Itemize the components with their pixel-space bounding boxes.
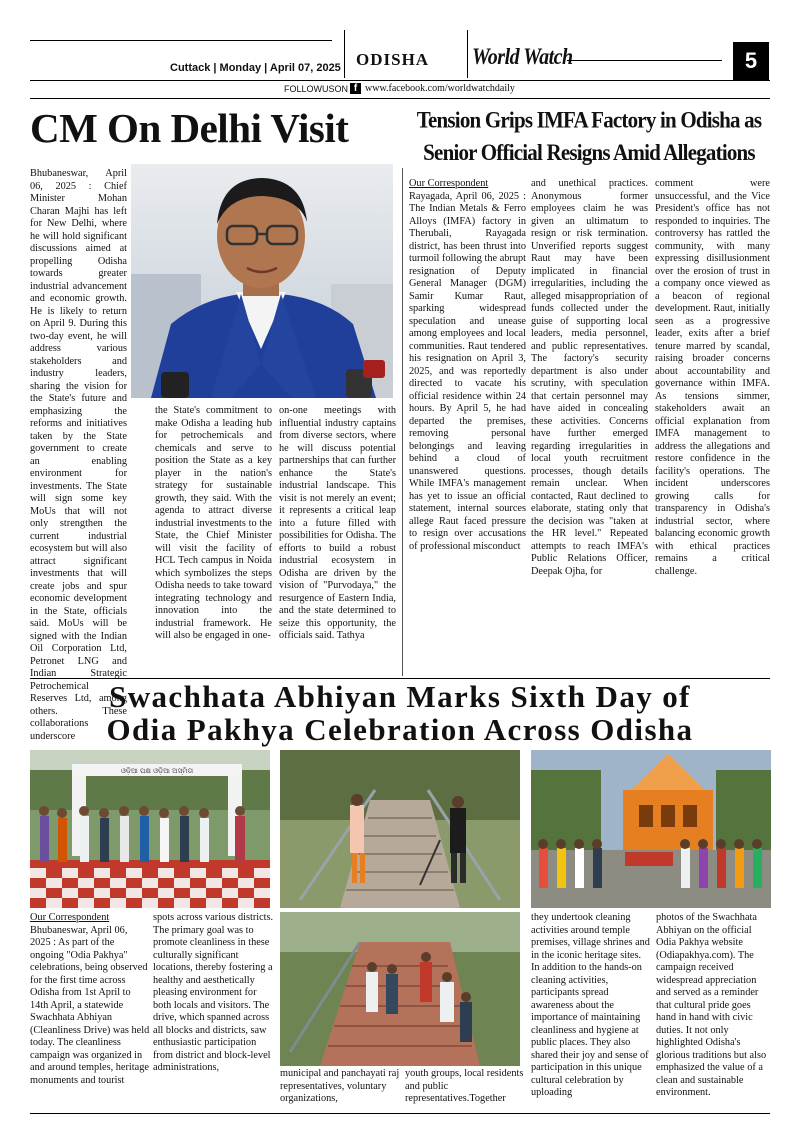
cm-headline: CM On Delhi Visit xyxy=(30,105,349,151)
swachhata-headline xyxy=(30,680,770,746)
swachhata-column-4 xyxy=(405,1068,525,1112)
imfa-article-column-3 xyxy=(655,178,770,674)
cm-article-column-3 xyxy=(279,405,396,678)
swachhata-headline-line-1: Swachhata Abhiyan Marks Sixth Day of xyxy=(109,679,691,714)
masthead-rule-bottom xyxy=(30,80,770,81)
masthead-divider xyxy=(467,30,468,78)
swachhata-byline: Our Correspondent xyxy=(30,912,110,923)
newspaper-logo: World Watch xyxy=(472,44,573,70)
edition-date-line: Cuttack | Monday | April 07, 2025 xyxy=(170,62,341,74)
imfa-article-text: comment were unsuccessful, and the Vice President's office has not responded to inquiries. The controversy has rattled the community, with many expressing disillusionment over the erosion of trust in a company once viewed as a beacon of regional development. Raut, initially seen as a progressive leader, exits after a brief tenure marred by scandal, raising broader concerns about accountability and governance within IMFA. As tensions simmer, stakeholders await an official explanation from IMFA management to address the allegations and restore confidence in the facility's operations. The incident underscores growing calls for transparency in Odisha's industrial sector, where balancing economic growth with ethical practices remains a critical challenge. xyxy=(655,178,770,577)
cm-photo xyxy=(131,164,393,398)
page-number: 5 xyxy=(733,42,769,80)
hill-steps-image xyxy=(280,912,520,1066)
steps-cleaning-image xyxy=(280,750,520,908)
swachhata-article-text: youth groups, local residents and public representatives.Together xyxy=(405,1068,524,1104)
facebook-link[interactable]: www.facebook.com/worldwatchdaily xyxy=(365,83,515,94)
section-title: ODISHA xyxy=(356,50,430,69)
cm-article-column-2 xyxy=(155,405,272,678)
swachhata-column-3 xyxy=(280,1068,400,1112)
column-divider xyxy=(402,168,403,676)
swachhata-column-1 xyxy=(30,912,150,1112)
imfa-byline: Our Correspondent xyxy=(409,178,489,189)
park-gate-image xyxy=(30,750,270,908)
cm-article-column-1 xyxy=(30,168,127,742)
temple-cleaning-image xyxy=(531,750,771,908)
imfa-article-column-2 xyxy=(531,178,648,674)
cm-article-text: the State's commitment to make Odisha a leading hub for petrochemicals and chemicals and serve to position the State as a key player in the nation's strategy for sustainable growth, they said. With the agenda to attract diverse industrial investments to the State, the Chief Minister will visit the facility of HCL Tech campus in Noida which symbolizes the steps Odisha needs to take toward integrating technology and innovation into the industrial framework. He will also be engaged in one- xyxy=(155,405,272,641)
swachhata-article-text: municipal and panchayati raj representatives, voluntary organizations, xyxy=(280,1068,400,1104)
imfa-article-text: Rayagada, April 06, 2025 : The Indian Metals & Ferro Alloys (IMFA) factory in Therubali, Rayagada district, has been thrust into turmoil following the abrupt resignation of Deputy General Manager (DGM) Samir Kumar Raut, sparking widespread speculation and unease among employees and local communities. Raut tendered his resignation on April 3, 2025, and was reportedly directed to vacate his official residence within 24 hours. By April 5, he had departed the premises, removing personal belongings and leaving behind a cloud of unanswered questions. While IMFA's management has yet to issue an official statement, internal sources allege Raut faced pressure to resign over accusations of professional misconduct xyxy=(409,190,526,552)
swachhata-column-6 xyxy=(656,912,771,1112)
masthead-rule-follow xyxy=(30,98,770,99)
masthead-rule-top xyxy=(30,40,332,41)
swachhata-article-text: they undertook cleaning activities around temple premises, village shrines and in the iconic heritage sites. In addition to the hands-on cleaning activities, participants spread awareness about the importance of maintaining cleanliness and hygiene at public places. They also shared their joy and sense of participation in this unique cultural celebration by uploading xyxy=(531,912,650,1098)
imfa-headline: Tension Grips IMFA Factory in Odisha as Senior Official Resigns Amid Allegations xyxy=(416,106,762,166)
cm-article-text: on-one meetings with influential industry captains from diverse sectors, where he will discuss potential partnerships that can further enhance the State's industrial landscape. This visit is not merely an event; it represents a critical leap into a future filled with possibilities for Odisha. The efforts to build a robust industrial ecosystem in Odisha are driven by the vision of "Purvodaya," the resurgence of Eastern India, and the state determined to seize this opportunity, the officials said. Tathya xyxy=(279,405,396,641)
swachhata-photo-temple xyxy=(531,750,771,908)
social-follow-row xyxy=(284,83,515,94)
gate-sign-text: ଓଡ଼ିଆ ପକ୍ଷ ଓଡ଼ିଆ ଅସ୍ମିତା xyxy=(120,767,194,775)
cm-article-text: Bhubaneswar, April 06, 2025 : Chief Minister Mohan Charan Majhi has left for New Delhi, where he will hold significant discussions aimed at propelling Odisha towards greater industrial advancement and economic growth. He is likely to return on April 9. During this two-day event, he will address various stakeholders and industry leaders, sharing the vision for the State's future and emphasizing the reforms and initiatives taken by the State government to create an enabling environment for investments. The State will sign some key MoUs that will not only strengthen the current industrial ecosystem but will also attract significant investments that will create jobs and spur economic development in the State, officials said. MoUs will be signed with the Indian Oil Corporation Ltd, Petronet LNG and Indian Strategic Petrochemical Reserves Ltd, among others. These collaborations underscore xyxy=(30,168,127,742)
swachhata-column-2 xyxy=(153,912,275,1112)
swachhata-article-text: spots across various districts. The primary goal was to promote cleanliness in these culturally significant locations, thereby fostering a healthy and aesthetically pleasing environment for both locals and visitors. The drive, which spanned across all blocks and districts, saw enthusiastic participation from district and block-level administrations, xyxy=(153,912,274,1073)
swachhata-article-text: Bhubaneswar, April 06, 2025 : As part of the ongoing "Odia Pakhya" celebrations, being observed for the first time across Odisha from 1st April to 14th April, a statewide Swachhata Abhiyan (Cleanliness Drive) was held today. The cleanliness campaign was organized in and around temples, heritage monuments and tourist xyxy=(30,924,150,1086)
swachhata-column-5 xyxy=(531,912,651,1112)
swachhata-article-text: photos of the Swachhata Abhiyan on the official Odia Pakhya website (Odiapakhya.com). The campaign received widespread appreciation and served as a reminder that cultural pride goes hand in hand with civic duties. It not only highlighted Odisha's glorious traditions but also emphasized the value of a clean and sustainable environment. xyxy=(656,912,767,1098)
masthead-rule-right xyxy=(567,60,722,61)
page-bottom-rule xyxy=(30,1113,770,1114)
swachhata-photo-steps xyxy=(280,750,520,908)
masthead-divider xyxy=(344,30,345,78)
swachhata-photo-hill-steps xyxy=(280,912,520,1066)
facebook-icon: f xyxy=(350,83,361,94)
swachhata-photo-gate xyxy=(30,750,270,908)
follow-label: FOLLOWUSON xyxy=(284,83,349,94)
swachhata-headline-line-2: Odia Pakhya Celebration Across Odisha xyxy=(106,712,694,747)
imfa-article-text: and unethical practices. Anonymous former employees claim he was given an ultimatum to resign or risk termination. Unverified reports suggest Raut may have been implicated in financial irregularities, including the alleged misappropriation of funds collected under the guise of supporting local leaders, media personnel, and public representatives. The factory's security department is also under scrutiny, with speculation that certain personnel may have aided in concealing these activities. Concerns have further emerged regarding irregularities in local youth recruitment processes, though details remain unclear. When contacted, Raut declined to elaborate, stating only that the decision was "taken at the HR level." Repeated attempts to reach IMFA's Public Relations Officer, Deepak Ojha, for xyxy=(531,178,648,577)
imfa-article-column-1 xyxy=(409,178,526,674)
cm-portrait-image xyxy=(131,164,393,398)
